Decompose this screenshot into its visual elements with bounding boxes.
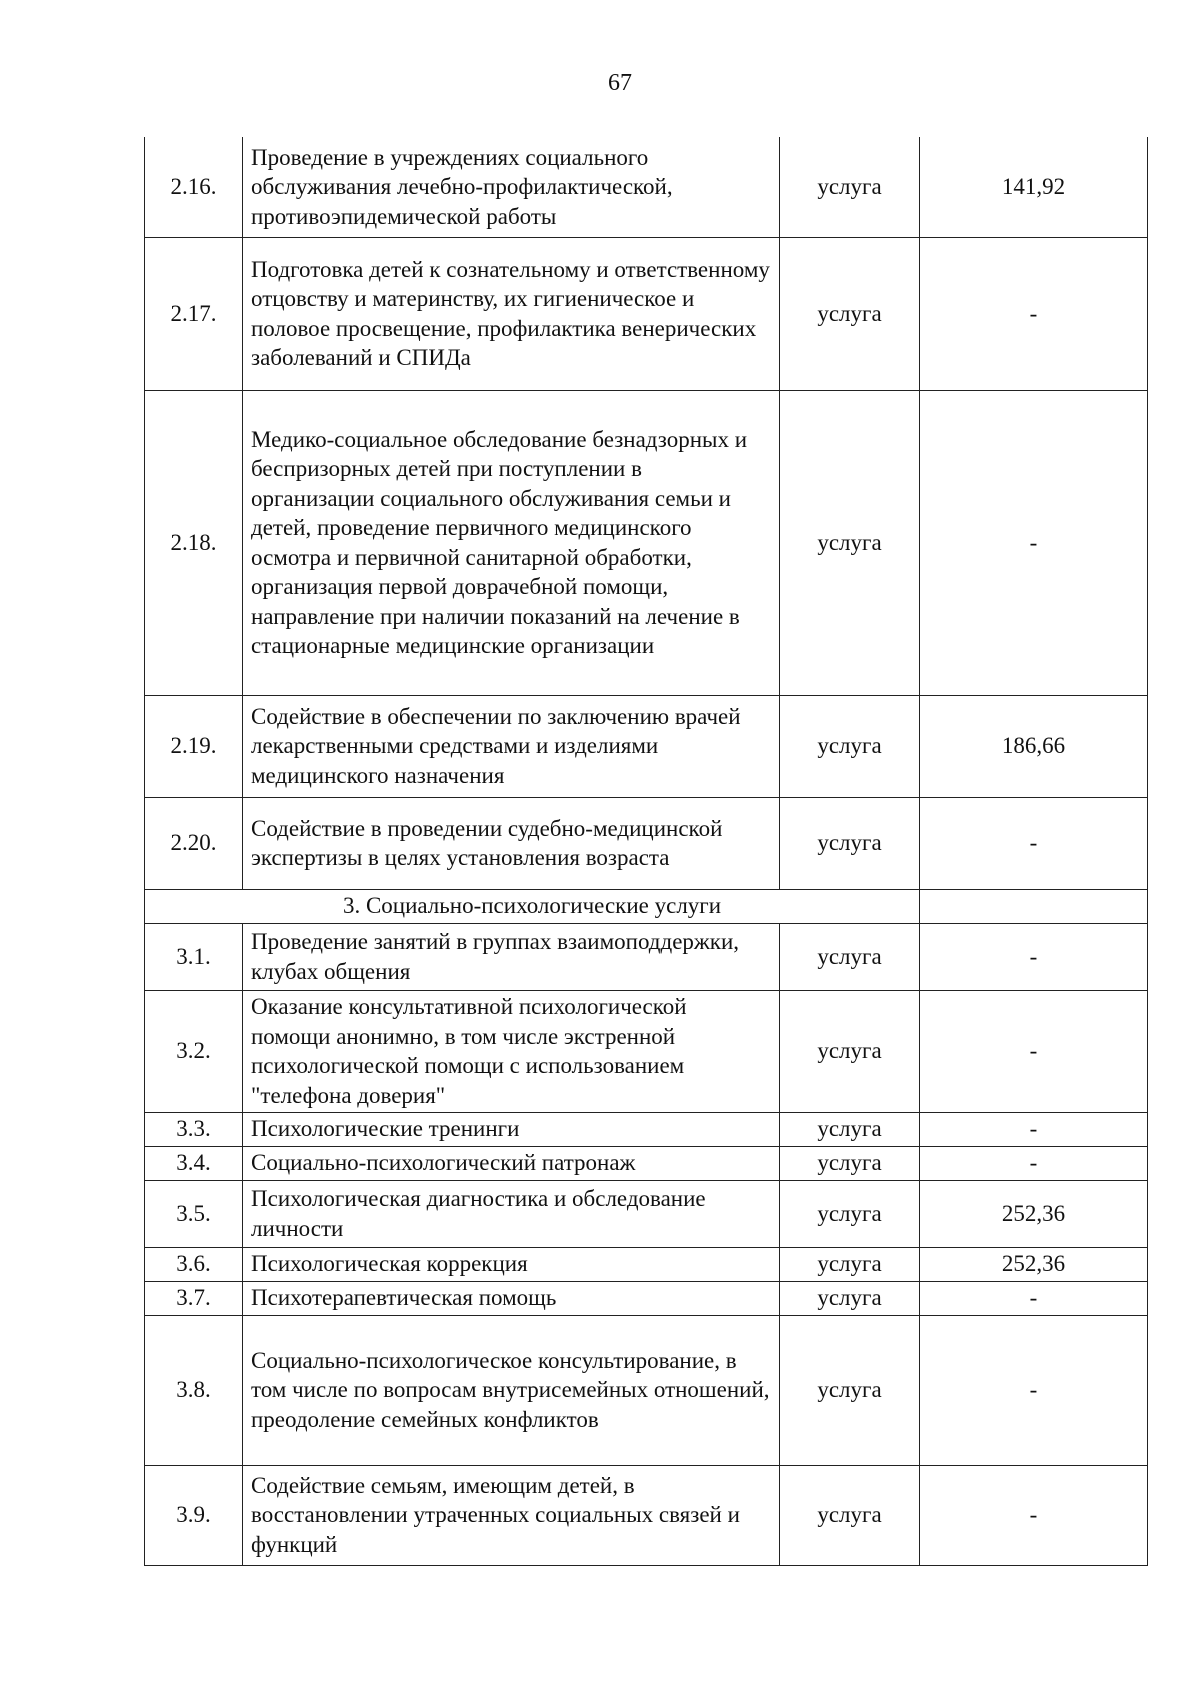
service-price: - — [920, 1465, 1148, 1565]
service-unit: услуга — [780, 923, 920, 990]
service-price: - — [920, 237, 1148, 390]
section-empty-cell — [920, 889, 1148, 923]
service-unit: услуга — [780, 1112, 920, 1146]
service-unit: услуга — [780, 1315, 920, 1465]
table-row — [145, 1247, 1148, 1281]
service-name: Содействие в проведении судебно-медицинской экспертизы в целях установления возраста — [243, 797, 780, 889]
service-price: 186,66 — [920, 695, 1148, 797]
section-row — [145, 889, 1148, 923]
service-price: 141,92 — [920, 137, 1148, 237]
page-number: 67 — [608, 70, 632, 96]
service-unit: услуга — [780, 1146, 920, 1180]
service-name: Психологические тренинги — [243, 1112, 780, 1146]
row-number: 3.7. — [145, 1281, 243, 1315]
service-name: Содействие в обеспечении по заключению врачей лекарственными средствами и изделиями медицинского назначения — [243, 695, 780, 797]
row-number: 3.4. — [145, 1146, 243, 1180]
table-row — [145, 237, 1148, 390]
service-price: - — [920, 1315, 1148, 1465]
service-unit: услуга — [780, 1281, 920, 1315]
table-row — [145, 1146, 1148, 1180]
table-row — [145, 1281, 1148, 1315]
row-number: 3.8. — [145, 1315, 243, 1465]
service-unit: услуга — [780, 1247, 920, 1281]
service-unit: услуга — [780, 1465, 920, 1565]
row-number: 2.20. — [145, 797, 243, 889]
table-row — [145, 990, 1148, 1112]
service-price: - — [920, 797, 1148, 889]
service-unit: услуга — [780, 137, 920, 237]
service-unit: услуга — [780, 990, 920, 1112]
service-price: - — [920, 923, 1148, 990]
service-name: Подготовка детей к сознательному и ответственному отцовству и материнству, их гигиеническое и половое просвещение, профилактика венерических заболеваний и СПИДа — [243, 237, 780, 390]
service-price: - — [920, 990, 1148, 1112]
row-number: 2.16. — [145, 137, 243, 237]
table-row — [145, 1112, 1148, 1146]
services-table — [144, 137, 1148, 1566]
row-number: 2.19. — [145, 695, 243, 797]
table-row — [145, 797, 1148, 889]
row-number: 3.6. — [145, 1247, 243, 1281]
service-price: - — [920, 1146, 1148, 1180]
service-price: 252,36 — [920, 1247, 1148, 1281]
service-price: - — [920, 1281, 1148, 1315]
service-name: Содействие семьям, имеющим детей, в восстановлении утраченных социальных связей и функций — [243, 1465, 780, 1565]
table-row — [145, 1315, 1148, 1465]
row-number: 3.1. — [145, 923, 243, 990]
service-name: Медико-социальное обследование безнадзорных и беспризорных детей при поступлении в организации социального обслуживания семьи и детей, проведение первичного медицинского осмотра и первичной санитарной обработки, организация первой доврачебной помощи, направление при наличии показаний на лечение в стационарные медицинские организации — [243, 390, 780, 695]
table-row — [145, 695, 1148, 797]
table-row — [145, 137, 1148, 237]
row-number: 2.17. — [145, 237, 243, 390]
row-number: 2.18. — [145, 390, 243, 695]
service-unit: услуга — [780, 390, 920, 695]
service-name: Психологическая коррекция — [243, 1247, 780, 1281]
table-row — [145, 1465, 1148, 1565]
row-number: 3.9. — [145, 1465, 243, 1565]
service-name: Оказание консультативной психологической помощи анонимно, в том числе экстренной психологической помощи с использованием "телефона доверия" — [243, 990, 780, 1112]
service-name: Проведение занятий в группах взаимоподдержки, клубах общения — [243, 923, 780, 990]
table-row — [145, 390, 1148, 695]
service-name: Проведение в учреждениях социального обслуживания лечебно-профилактической, противоэпидемической работы — [243, 137, 780, 237]
service-price: - — [920, 390, 1148, 695]
service-name: Социально-психологический патронаж — [243, 1146, 780, 1180]
table-row — [145, 923, 1148, 990]
section-title: 3. Социально-психологические услуги — [145, 889, 920, 923]
service-unit: услуга — [780, 1180, 920, 1247]
row-number: 3.5. — [145, 1180, 243, 1247]
row-number: 3.3. — [145, 1112, 243, 1146]
service-name: Психологическая диагностика и обследование личности — [243, 1180, 780, 1247]
service-unit: услуга — [780, 797, 920, 889]
table-row — [145, 1180, 1148, 1247]
service-unit: услуга — [780, 237, 920, 390]
service-name: Психотерапевтическая помощь — [243, 1281, 780, 1315]
row-number: 3.2. — [145, 990, 243, 1112]
service-price: - — [920, 1112, 1148, 1146]
service-price: 252,36 — [920, 1180, 1148, 1247]
service-name: Социально-психологическое консультирование, в том числе по вопросам внутрисемейных отношений, преодоление семейных конфликтов — [243, 1315, 780, 1465]
service-unit: услуга — [780, 695, 920, 797]
